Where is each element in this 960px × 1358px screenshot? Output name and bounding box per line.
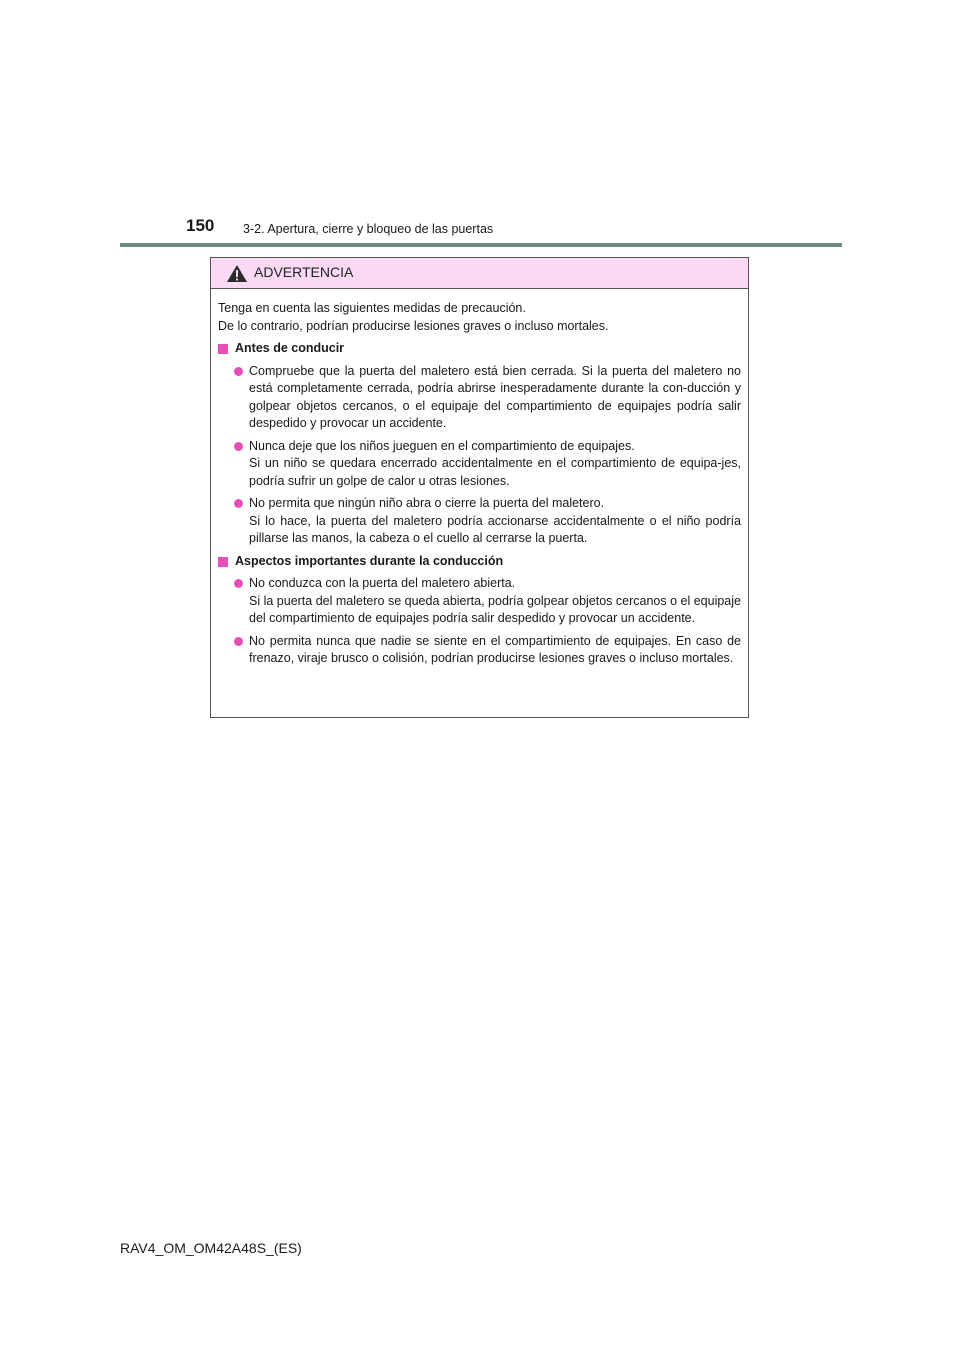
square-bullet-icon [218, 557, 228, 567]
item-text: No permita nunca que nadie se siente en el compartimiento de equipajes. En caso de frenazo, viraje brusco o colisión, podrían producirse lesiones graves o incluso mortales. [249, 633, 741, 665]
warning-box [210, 257, 749, 718]
list-item [218, 363, 741, 433]
round-bullet-icon [234, 442, 243, 451]
intro-line: De lo contrario, podrían producirse lesiones graves o incluso mortales. [218, 318, 609, 333]
subhead-label: Antes de conducir [235, 341, 345, 355]
subhead-before-driving [218, 340, 741, 358]
subhead-while-driving [218, 553, 741, 571]
warning-header [211, 258, 748, 289]
item-text: Nunca deje que los niños jueguen en el compartimiento de equipajes. [249, 438, 635, 453]
footer-code: RAV4_OM_OM42A48S_(ES) [120, 1240, 302, 1256]
item-text: Compruebe que la puerta del maletero está bien cerrada. Si la puerta del maletero no está completamente cerrada, podría abrirse inesperadamente durante la con-ducción y golpear objetos cercanos, o el equipaje del compartimiento de equipajes podría salir despedido y provocar un accidente. [249, 363, 741, 430]
warning-body [211, 289, 748, 668]
square-bullet-icon [218, 344, 228, 354]
section-title: 3-2. Apertura, cierre y bloqueo de las puertas [243, 222, 494, 236]
item-text: No conduzca con la puerta del maletero abierta. [249, 576, 516, 590]
round-bullet-icon [234, 367, 243, 376]
warning-triangle-icon [226, 264, 248, 283]
list-item [218, 575, 741, 628]
header-rule [120, 243, 842, 247]
item-text: No permita que ningún niño abra o cierre la puerta del maletero. [249, 496, 605, 510]
list-item [218, 633, 741, 668]
list-item [218, 438, 741, 491]
item-text: Si lo hace, la puerta del maletero podría accionarse accidentalmente o el niño podría pillarse las manos, la cabeza o el cuello al cerrarse la puerta. [249, 513, 741, 545]
intro-line: Tenga en cuenta las siguientes medidas de precaución. [218, 301, 526, 315]
list-item [218, 495, 741, 548]
round-bullet-icon [234, 579, 243, 588]
round-bullet-icon [234, 637, 243, 646]
page-number: 150 [186, 216, 215, 235]
round-bullet-icon [234, 499, 243, 508]
item-text: Si la puerta del maletero se queda abierta, podría golpear objetos cercanos o el equipaje del compartimiento de equipajes podría salir despedido y provocar un accidente. [249, 593, 741, 625]
subhead-label: Aspectos importantes durante la conducción [235, 553, 504, 568]
item-text: Si un niño se quedara encerrado accidentalmente en el compartimiento de equipa-jes, podría sufrir un golpe de calor u otras lesiones. [249, 456, 741, 488]
warning-title: ADVERTENCIA [254, 264, 354, 280]
